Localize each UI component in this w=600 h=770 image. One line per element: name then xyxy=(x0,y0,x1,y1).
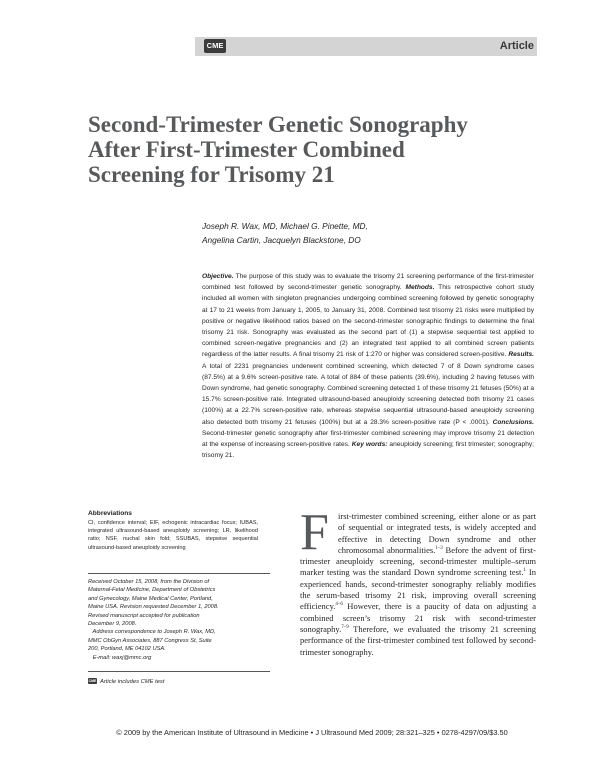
cme-note xyxy=(88,678,164,687)
abstract-objective-text: The purpose of this study was to evaluate the trisomy 21 screening performance of the first-trimester combined test followed by second-trimester genetic sonography. xyxy=(202,273,534,292)
title-line: Second-Trimester Genetic Sonography xyxy=(88,112,468,137)
citation: 7–9 xyxy=(341,625,349,631)
abstract-methods-label: Methods. xyxy=(405,284,435,292)
abstract xyxy=(202,271,534,461)
received-line: Maine USA. Revision requested December 1, 2008. xyxy=(88,604,219,611)
article-title xyxy=(88,112,528,187)
citation: 4–6 xyxy=(335,602,343,608)
cme-mini-badge: CME xyxy=(88,679,97,684)
section-label: Article xyxy=(499,40,534,52)
abstract-keywords-label: Key words: xyxy=(351,441,388,449)
cme-note-text: Article includes CME test xyxy=(100,679,165,685)
title-line: Screening for Trisomy 21 xyxy=(88,162,335,187)
body-text xyxy=(300,504,536,658)
divider xyxy=(88,573,270,574)
citation: 1–3 xyxy=(435,546,443,552)
received-line: and Gynecology, Maine Medical Center, Portland, xyxy=(88,595,213,602)
abstract-results-text: A total of 2231 pregnancies underwent combined screening, which detected 7 of 8 Down syndrome cases (87.5%) at a 9.6% screen-positive rate. A total of 884 of these patients (39.6%), including 2 having fetuses with Down syndrome, had genetic sonography. Combined screening detected 1 of these trisomy 21 fetuses (50%) at a 15.7% screen-positive rate. Integrated ultrasound-based aneuploidy screening detected both trisomy 21 cases (100%) at a 22.7% screen-positive rate, whereas stepwise sequential ultrasound-based aneuploidy screening also detected both trisomy 21 fetuses (100%) but at a 28.3% screen-positive rate (P < .0001). xyxy=(202,362,534,426)
drop-cap: F xyxy=(300,504,329,561)
abstract-conclusions-text: Second-trimester genetic sonography after first-trimester combined screening may improve trisomy 21 detection at the expense of increasing screen-positive rates. xyxy=(202,429,534,449)
received-line: December 9, 2008. xyxy=(88,621,137,628)
body-para: irst-trimester combined screening, either alone or as part of sequential or integrated tests, is widely accepted and effective in detecting Down syndrome and other chromosomal abnormalities. xyxy=(338,511,536,555)
citation: 1 xyxy=(523,568,526,574)
authors xyxy=(202,219,522,247)
correspondence-line: MMC ObGyn Associates, 887 Congress St, Suite xyxy=(88,637,212,644)
received-info xyxy=(88,578,270,662)
received-line: Maternal-Fetal Medicine, Department of Obstetrics xyxy=(88,587,216,594)
correspondence-line: E-mail: waxj@mmc.org xyxy=(88,654,152,661)
abbreviations-text: CI, confidence interval; EIF, echogenic intracardiac focus; IUBAS, integrated ultrasound-based aneuploidy screening; LR, likelihood ratio; NSF, nuchal skin fold; SSUBAS, stepwise sequential ultrasound-based aneuploidy screening xyxy=(88,520,258,551)
title-line: After First-Trimester Combined xyxy=(88,137,405,162)
page-footer: © 2009 by the American Institute of Ultrasound in Medicine • J Ultrasound Med 2009; 28:321–325 • 0278-4297/09/$3.50 xyxy=(116,728,508,737)
correspondence-line: 200, Portland, ME 04102 USA. xyxy=(88,646,166,653)
correspondence-line: Address correspondence to Joseph R. Wax, MD, xyxy=(88,629,216,636)
body-para: In experienced hands, second-trimester sonography reliably modifies the serum-based trisomy 21 risk, improving overall screening efficiency. xyxy=(300,567,536,612)
cme-badge: CME xyxy=(204,39,226,53)
body-para: Before the advent of first-trimester aneuploidy screening, second-trimester multiple–serum marker testing was the standard Down syndrome screening test. xyxy=(300,544,536,578)
authors-line: Joseph R. Wax, MD, Michael G. Pinette, MD, xyxy=(202,221,368,231)
abstract-results-label: Results. xyxy=(508,351,534,359)
authors-line: Angelina Cartin, Jacquelyn Blackstone, DO xyxy=(202,235,361,245)
abstract-methods-text: This retrospective cohort study included all women with singleton pregnancies undergoing combined screening followed by genetic sonography at 17 to 21 weeks from January 1, 2005, to January 31, 2008. Combined test trisomy 21 risks were multiplied by positive or negative likelihood ratios based on the second-trimester sonographic findings to determine the final trisomy 21 risk. Sonography was evaluated as the second part of (1) a stepwise sequential test applied to combined screen-negative pregnancies and (2) an integrated test applied to all combined screen patients regardless of the latter results. A final trisomy 21 risk of 1:270 or higher was considered screen-positive. xyxy=(202,284,534,359)
abstract-conclusions-label: Conclusions. xyxy=(492,418,534,426)
abbreviations-heading: Abbreviations xyxy=(88,510,132,517)
abstract-objective-label: Objective. xyxy=(202,273,234,280)
body-para: However, there is a paucity of data on adjusting a combined screen’s trisomy 21 risk with second-trimester sonography. xyxy=(300,601,536,634)
divider xyxy=(88,671,270,672)
received-line: Received October 15, 2008, from the Division of xyxy=(88,579,210,585)
abstract-keywords-text: aneuploidy screening; first trimester; sonography; trisomy 21. xyxy=(202,441,534,460)
header-bar xyxy=(195,37,537,56)
body-para: Therefore, we evaluated the trisomy 21 screening performance of the first-trimester combined test followed by second-trimester sonography. xyxy=(300,623,536,657)
received-line: Revised manuscript accepted for publication xyxy=(88,612,200,619)
